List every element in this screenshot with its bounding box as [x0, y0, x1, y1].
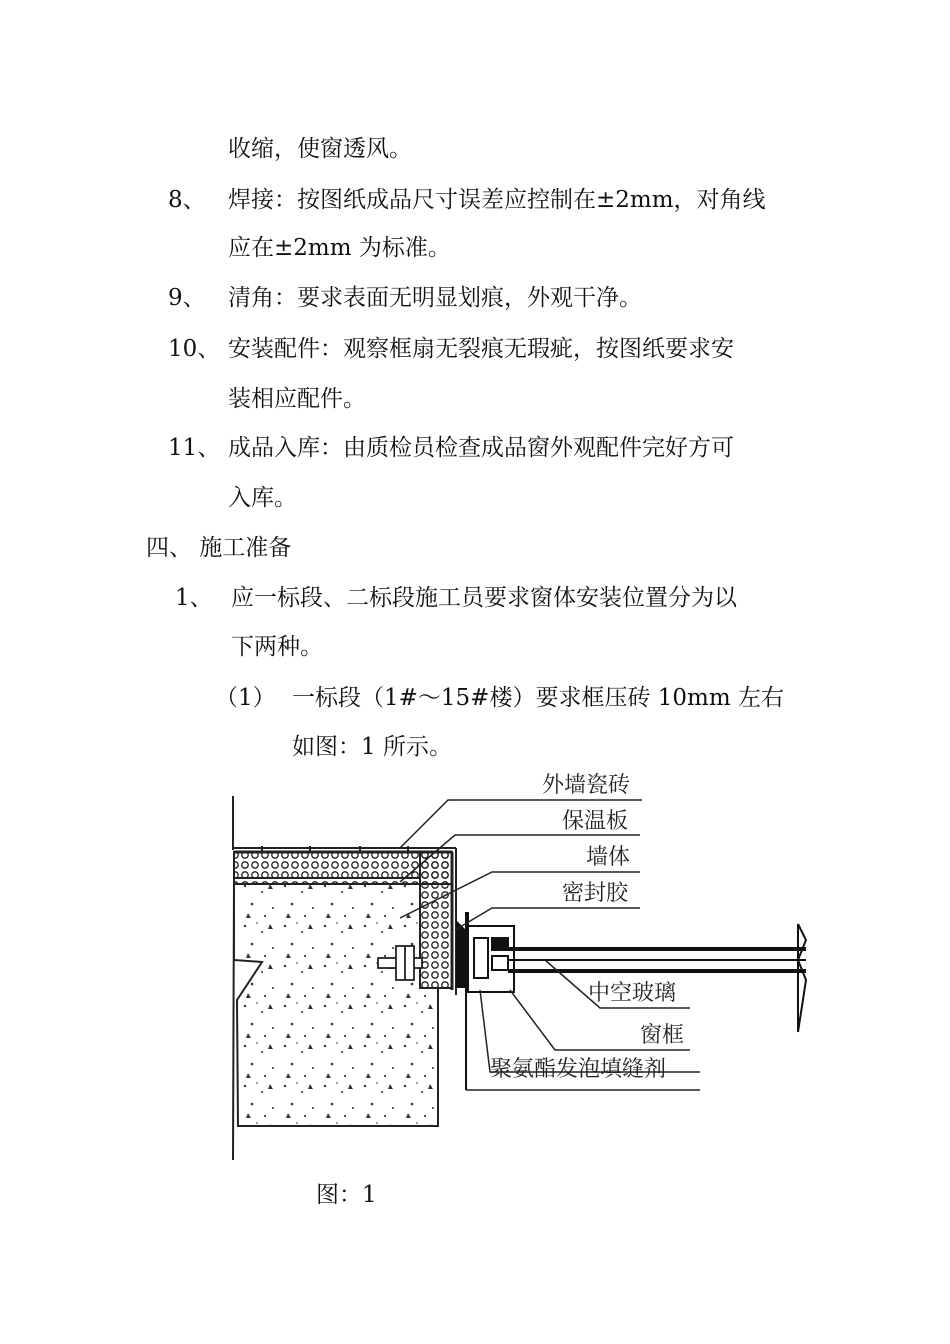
label-insulation-board: 保温板 [562, 809, 629, 834]
sub-item-1-number: （1） [215, 685, 276, 711]
item-8-number: 8、 [168, 187, 206, 213]
label-sealant: 密封胶 [562, 881, 629, 906]
item-8-line-1: 焊接：按图纸成品尺寸误差应控制在±2mm，对角线 [228, 187, 766, 213]
figure-caption: 图：1 [316, 1182, 377, 1208]
paragraph-7-continuation: 收缩，使窗透风。 [228, 136, 412, 162]
label-foam-filler: 聚氨酯发泡填缝剂 [490, 1057, 667, 1082]
item-10-number: 10、 [168, 336, 221, 362]
sub-item-1-line-2: 如图：1 所示。 [292, 734, 452, 760]
item-11-line-1: 成品入库：由质检员检查成品窗外观配件完好方可 [228, 435, 734, 461]
hollow-glass [508, 924, 806, 1032]
label-hollow-glass: 中空玻璃 [588, 981, 677, 1006]
item-11-line-2: 入库。 [228, 485, 297, 511]
section-4-heading: 四、 施工准备 [146, 535, 292, 561]
item-11-number: 11、 [168, 435, 221, 461]
label-window-frame: 窗框 [640, 1023, 685, 1048]
item-10-line-2: 装相应配件。 [228, 386, 366, 412]
sub-item-1-line-1: 一标段（1#～15#楼）要求框压砖 10mm 左右 [292, 685, 784, 711]
item-8-line-2: 应在±2mm 为标准。 [228, 235, 451, 261]
label-wall: 墙体 [586, 845, 631, 870]
item-9-number: 9、 [168, 285, 206, 311]
label-exterior-tile: 外墙瓷砖 [542, 773, 631, 798]
prep-item-1-number: 1、 [175, 585, 213, 611]
prep-item-1-line-2: 下两种。 [231, 634, 323, 660]
item-9-line-1: 清角：要求表面无明显划痕，外观干净。 [228, 285, 642, 311]
item-10-line-1: 安装配件：观察框扇无裂痕无瑕疵，按图纸要求安 [228, 336, 734, 362]
prep-item-1-line-1: 应一标段、二标段施工员要求窗体安装位置分为以 [231, 585, 737, 611]
